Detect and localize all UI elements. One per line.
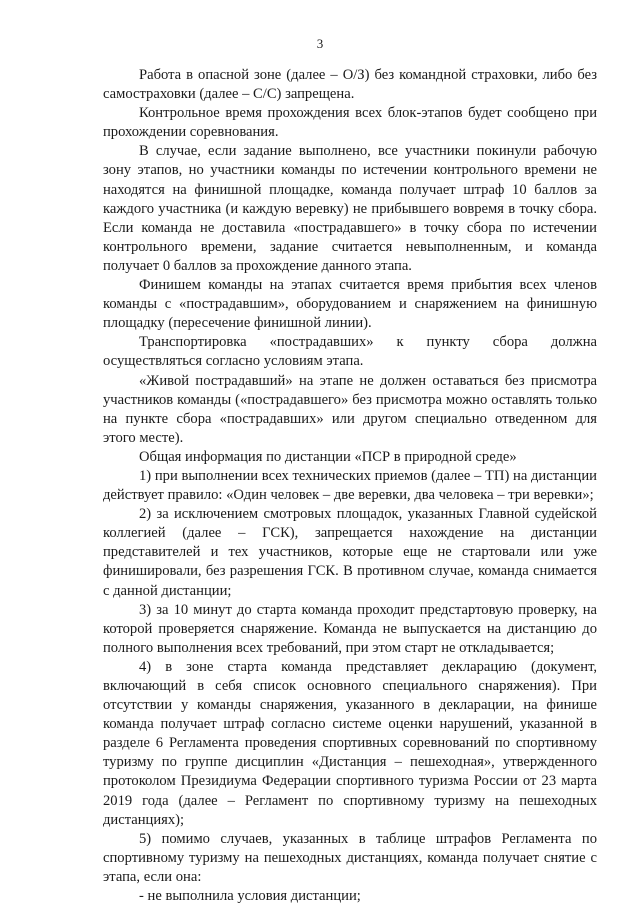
paragraph-danger-zone: Работа в опасной зоне (далее – О/З) без командной страховки, либо без самостраховки (далее – С/С) запрещена. (103, 67, 597, 103)
paragraph-live-victim: «Живой пострадавший» на этапе не должен оставаться без присмотра участников команды («пострадавшего» без присмотра можно оставлять только на пункте сбора «пострадавших» или другом специально отведенном для этого месте). (103, 372, 597, 446)
bullet-item-1: - не выполнила условия дистанции; (139, 888, 361, 905)
list-item-1: 1) при выполнении всех технических приемов (далее – ТП) на дистанции действует правило: «Один человек – две веревки, два человека – три веревки»; (103, 467, 597, 504)
list-item-2: 2) за исключением смотровых площадок, указанных Главной судейской коллегией (далее – ГСК), запрещается нахождение на дистанции представителей и тех участников, которые еще не стартовали или уже финишировали, без разрешения ГСК. В противном случае, команда снимается с данной дистанции; (103, 506, 597, 599)
paragraph-finish: Финишем команды на этапах считается время прибытия всех членов команды с «пострадавшим», оборудованием и снаряжением на финишную площадку (пересечение финишной линии). (103, 277, 597, 332)
paragraph-penalty: В случае, если задание выполнено, все участники покинули рабочую зону этапов, но участники команды по истечении контрольного времени не находятся на финишной площадке, команда получает штраф 10 баллов за каждого участника (и каждую веревку) не прибывшего вовремя в точку сбора. Если команда не доставила «пострадавшего» в точку сбора по истечении контрольного времени, задание считается невыполненным, и команда получает 0 баллов за прохождение данного этапа. (103, 143, 597, 274)
paragraph-control-time: Контрольное время прохождения всех блок-этапов будет сообщено при прохождении соревнования. (103, 105, 597, 141)
paragraph-transport: Транспортировка «пострадавших» к пункту сбора должна осуществляться согласно условиям этапа. (103, 334, 597, 370)
paragraph-general-info-heading: Общая информация по дистанции «ПСР в природной среде» (139, 448, 517, 465)
list-item-4: 4) в зоне старта команда представляет декларацию (документ, включающий в себя список основного специального снаряжения). При отсутствии у команды снаряжения, указанного в декларации, на финише команда получает штраф согласно системе оценки нарушений, указанной в разделе 6 Регламента проведения спортивных соревнований по спортивному туризму по группе дисциплин «Дистанция – пешеходная», утвержденного протоколом Президиума Федерации спортивного туризма России от 23 марта 2019 года (далее – Регламент по спортивному туризму на пешеходных дистанциях); (103, 658, 597, 828)
document-body (103, 66, 597, 906)
page-number: 3 (316, 36, 324, 51)
list-item-5: 5) помимо случаев, указанных в таблице штрафов Регламента по спортивному туризму на пешеходных дистанциях, команда получает снятие с этапа, если она: (103, 830, 597, 885)
list-item-3: 3) за 10 минут до старта команда проходит предстартовую проверку, на которой проверяется снаряжение. Команда не выпускается на дистанцию до полного выполнения всех требований, при этом старт не откладывается; (103, 601, 597, 656)
